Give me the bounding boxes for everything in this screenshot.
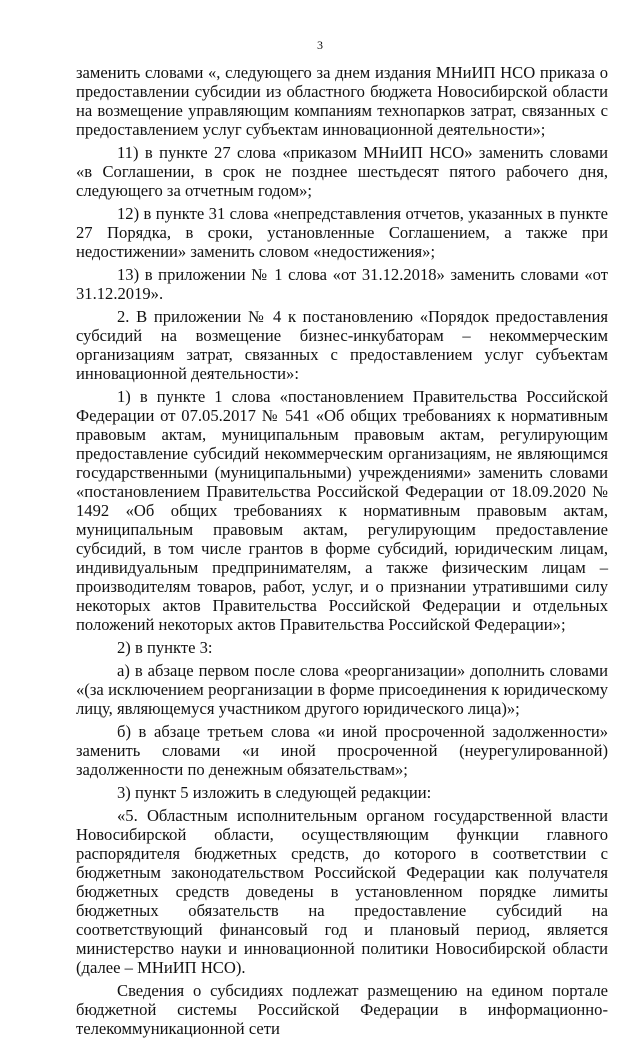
paragraph-2: 11) в пункте 27 слова «приказом МНиИП НСО» заменить словами «в Соглашении, в срок не позднее шестьдесят пятого рабочего дня, следующего за отчетным годом»; — [76, 143, 608, 200]
paragraph-7: 2) в пункте 3: — [117, 638, 213, 657]
paragraph-12: Сведения о субсидиях подлежат размещению на едином портале бюджетной системы Российской Федерации в информационно-телекоммуникационной сети — [76, 981, 608, 1038]
paragraph-1: заменить словами «, следующего за днем издания МНиИП НСО приказа о предоставлении субсидии из областного бюджета Новосибирской области на возмещение управляющим компаниям технопарков затрат, связанных с предоставлением услуг субъектам инновационной деятельности»; — [76, 63, 608, 139]
paragraph-3: 12) в пункте 31 слова «непредставления отчетов, указанных в пункте 27 Порядка, в сроки, установленные Соглашением, а также при недостижении» заменить словом «недостижения»; — [76, 204, 608, 261]
paragraph-10: 3) пункт 5 изложить в следующей редакции: — [117, 783, 432, 802]
page-number: 3 — [317, 38, 323, 52]
paragraph-8: а) в абзаце первом после слова «реорганизации» дополнить словами «(за исключением реорганизации в форме присоединения к юридическому лицу, являющемуся участником другого юридического лица)»; — [76, 661, 608, 718]
paragraph-5: 2. В приложении № 4 к постановлению «Порядок предоставления субсидий на возмещение бизнес-инкубаторам – некоммерческим организациям затрат, связанных с предоставлением услуг субъектам инновационной деятельности»: — [76, 307, 608, 383]
paragraph-11: «5. Областным исполнительным органом государственной власти Новосибирской области, осуществляющим функции главного распорядителя бюджетных средств, до которого в соответствии с бюджетным законодательством Российской Федерации как получателя бюджетных средств доведены в установленном порядке лимиты бюджетных обязательств на предоставление субсидий на соответствующий финансовый год и плановый период, является министерство науки и инновационной политики Новосибирской области (далее – МНиИП НСО). — [76, 806, 608, 977]
paragraph-6: 1) в пункте 1 слова «постановлением Правительства Российской Федерации от 07.05.2017 № 541 «Об общих требованиях к нормативным правовым актам, муниципальным правовым актам, регулирующим предоставление субсидий некоммерческим организациям, не являющимся государственными (муниципальными) учреждениями» заменить словами «постановлением Правительства Российской Федерации от 18.09.2020 № 1492 «Об общих требованиях к нормативным правовым актам, муниципальным правовым актам, регулирующим предоставление субсидий, в том числе грантов в форме субсидий, юридическим лицам, индивидуальным предпринимателям, а также физическим лицам – производителям товаров, работ, услуг, и о признании утратившими силу некоторых актов Правительства Российской Федерации и отдельных положений некоторых актов Правительства Российской Федерации»; — [76, 387, 608, 634]
paragraph-9: б) в абзаце третьем слова «и иной просроченной задолженности» заменить словами «и иной просроченной (неурегулированной) задолженности по денежным обязательствам»; — [76, 722, 608, 779]
paragraph-4: 13) в приложении № 1 слова «от 31.12.2018» заменить словами «от 31.12.2019». — [76, 265, 608, 303]
document-body — [76, 63, 608, 1042]
